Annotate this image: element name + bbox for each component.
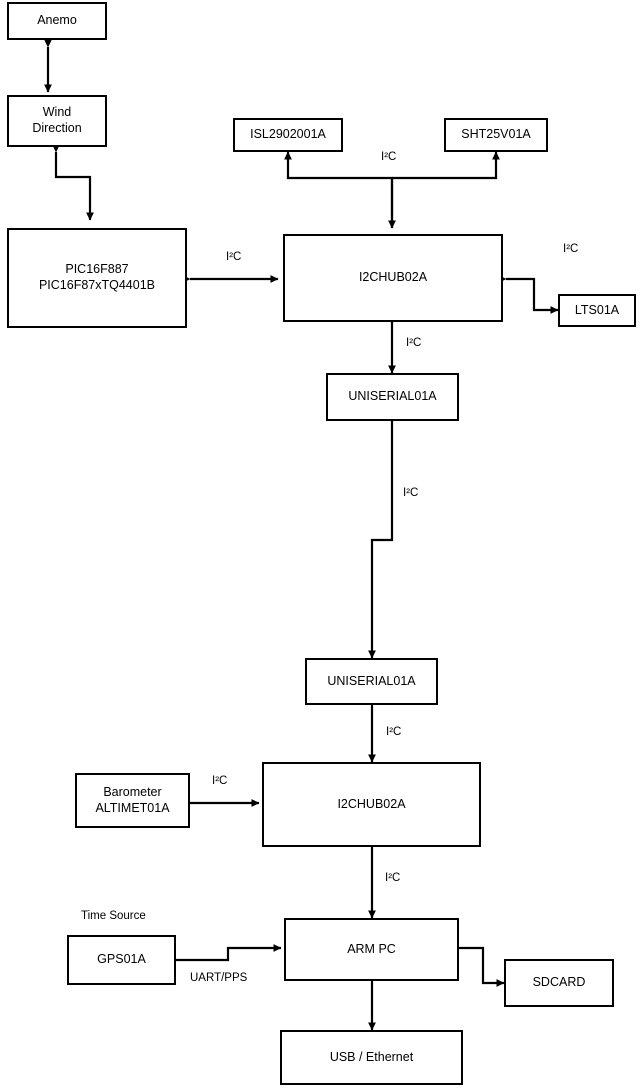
node-lts01a-label: LTS01A	[574, 302, 620, 317]
node-barometer-label: Barometer	[103, 784, 162, 799]
node-wind-direction-label2: Direction	[32, 121, 82, 135]
edge-label-pic-hub: I²C	[226, 251, 242, 263]
node-i2chub02a-bottom-label: I2CHUB02A	[337, 796, 406, 811]
node-sht25v01a-label: SHT25V01A	[461, 127, 531, 142]
edge-label-uniserial-link: I²C	[403, 487, 419, 499]
node-arm-pc[interactable]	[284, 918, 459, 981]
node-i2chub02a-top-label: I2CHUB02A	[358, 270, 428, 285]
edge-label-hub-armpc: I²C	[385, 872, 401, 884]
edge-label-uniserial-hub-bottom: I²C	[386, 726, 402, 738]
node-sdcard[interactable]	[504, 959, 614, 1007]
node-barometer-label2: ALTIMET01A	[95, 800, 170, 815]
node-i2chub02a-top[interactable]	[283, 234, 503, 322]
node-sdcard-label: SDCARD	[532, 975, 586, 990]
node-barometer[interactable]	[75, 773, 190, 828]
edge-label-hub-lts: I²C	[563, 243, 579, 255]
node-pic[interactable]	[7, 228, 187, 328]
edge-label-barometer-hub: I²C	[212, 775, 228, 787]
node-uniserial01a-bottom-label: UNISERIAL01A	[327, 673, 416, 688]
node-uniserial01a-top[interactable]	[326, 373, 459, 421]
node-usb-ethernet-label: USB / Ethernet	[329, 1049, 414, 1064]
node-lts01a[interactable]	[558, 294, 636, 327]
label-time-source: Time Source	[81, 910, 146, 922]
node-uniserial01a-bottom[interactable]	[305, 658, 438, 705]
node-usb-ethernet[interactable]	[280, 1030, 463, 1085]
edge-label-isl-sht-bus: I²C	[381, 151, 397, 163]
edge-label-gps-armpc: UART/PPS	[190, 972, 248, 984]
node-gps01a-label: GPS01A	[97, 952, 146, 967]
node-pic-label: PIC16F887	[65, 262, 129, 277]
node-isl2902001a[interactable]	[233, 118, 343, 152]
node-gps01a[interactable]	[67, 935, 176, 985]
node-pic-label2: PIC16F87xTQ4401B	[38, 278, 156, 292]
node-wind-direction[interactable]	[7, 95, 107, 147]
node-arm-pc-label: ARM PC	[347, 941, 396, 956]
node-isl2902001a-label: ISL2902001A	[250, 127, 326, 142]
node-wind-direction-label: Wind	[42, 105, 72, 120]
node-sht25v01a[interactable]	[444, 118, 548, 152]
node-i2chub02a-bottom[interactable]	[262, 762, 481, 847]
edge-label-hub-uniserial: I²C	[406, 337, 422, 349]
node-uniserial01a-top-label: UNISERIAL01A	[348, 389, 437, 404]
node-anemo[interactable]	[7, 2, 107, 40]
node-anemo-label: Anemo	[37, 13, 77, 28]
